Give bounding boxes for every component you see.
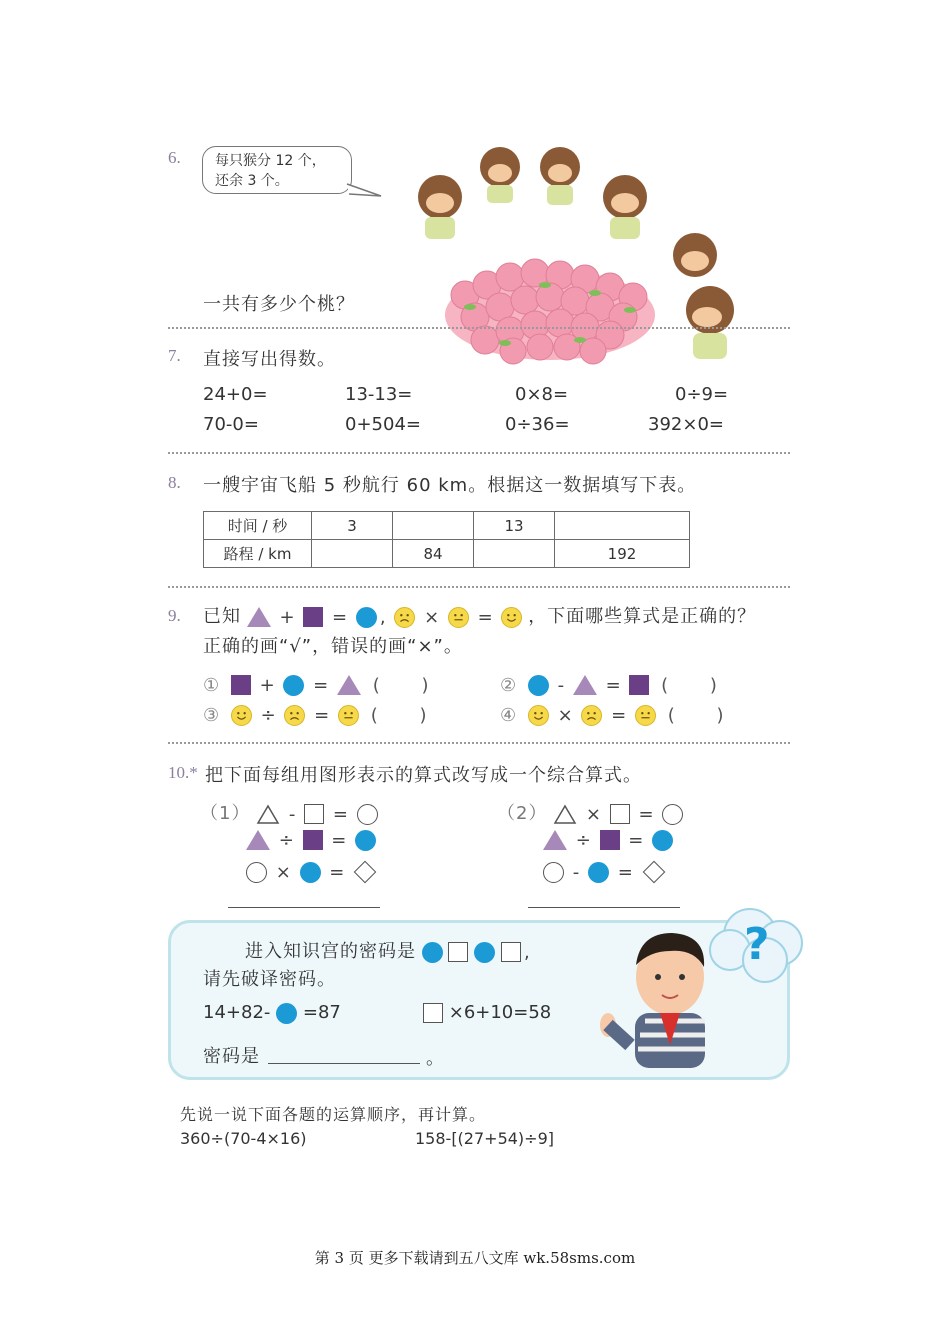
item-number: ①	[203, 674, 220, 696]
item-number: ③	[203, 704, 220, 726]
outline-circle-icon	[543, 862, 564, 883]
purple-square-icon	[231, 675, 251, 695]
panel-equation-1	[203, 1002, 341, 1024]
table-row	[204, 512, 690, 540]
given-prefix: 已知	[203, 606, 241, 627]
calc-item: 0+504=	[345, 414, 421, 435]
question-10-title: 把下面每组用图形表示的算式改写成一个综合算式。	[205, 765, 642, 786]
blue-circle-icon	[474, 942, 495, 963]
divider	[168, 452, 790, 454]
speech-bubble	[202, 146, 352, 194]
outline-square-icon	[304, 804, 324, 824]
calc-item: 392×0=	[648, 414, 724, 435]
bubble-line-2: 还余 3 个。	[215, 173, 289, 189]
group-2-line-1: （2） × =	[497, 799, 683, 825]
question-number-8: 8.	[168, 473, 181, 492]
table-cell	[555, 512, 690, 540]
question-number-9: 9.	[168, 606, 181, 625]
purple-square-icon	[303, 607, 323, 627]
outline-square-icon	[423, 1003, 443, 1023]
answer-end: 。	[426, 1048, 445, 1069]
panel-line-2: 请先破译密码。	[203, 969, 336, 990]
question-number-6: 6.	[168, 148, 181, 167]
svg-text:?: ?	[744, 919, 770, 970]
blue-circle-icon	[356, 607, 377, 628]
answer-label: 密码是	[203, 1046, 260, 1067]
neutral-face-icon	[338, 705, 359, 726]
row-header: 路程 / km	[204, 540, 312, 568]
eq1-left: 14+82-	[203, 1002, 271, 1023]
smiley-face-icon	[501, 607, 522, 628]
page-footer: 第 3 页 更多下载请到五八文库 wk.58sms.com	[314, 1249, 636, 1267]
purple-triangle-icon	[337, 675, 361, 695]
outline-diamond-icon	[354, 861, 377, 884]
outline-triangle-icon	[256, 804, 280, 824]
blue-circle-icon	[283, 675, 304, 696]
answer-blank[interactable]: ( )	[661, 674, 735, 696]
divider	[168, 586, 790, 588]
table-cell	[474, 540, 555, 568]
question-6-text: 一共有多少个桃？	[203, 294, 355, 315]
divider	[168, 742, 790, 744]
purple-triangle-icon	[543, 830, 567, 850]
question-8-title: 一艘宇宙飞船 5 秒航行 60 km。根据这一数据填写下表。	[203, 475, 697, 496]
table-cell	[393, 512, 474, 540]
outline-circle-icon	[246, 862, 267, 883]
sad-face-icon	[581, 705, 602, 726]
table-cell: 13	[474, 512, 555, 540]
outline-triangle-icon	[553, 804, 577, 824]
outline-square-icon	[501, 942, 521, 962]
outline-square-icon	[448, 942, 468, 962]
neutral-face-icon	[448, 607, 469, 628]
outline-circle-icon	[357, 804, 378, 825]
bubble-tail	[345, 180, 385, 200]
table-cell: 3	[312, 512, 393, 540]
calc-item: 24+0=	[203, 384, 268, 405]
row-header: 时间 / 秒	[204, 512, 312, 540]
extra-title: 先说一说下面各题的运算顺序，再计算。	[180, 1105, 487, 1124]
answer-blank[interactable]: ( )	[370, 704, 445, 726]
group-label: （2）	[497, 803, 548, 824]
q9-item-1: ① + = ( )	[203, 674, 447, 696]
purple-triangle-icon	[247, 607, 271, 627]
group-1-line-1: （1） - =	[200, 799, 378, 825]
calc-item: 13-13=	[345, 384, 413, 405]
table-row	[204, 540, 690, 568]
question-7-title: 直接写出得数。	[203, 349, 336, 370]
boy-question-illustration	[590, 895, 815, 1075]
smiley-face-icon	[231, 705, 252, 726]
given-suffix: ，下面哪些算式是正确的？	[528, 606, 757, 627]
answer-blank[interactable]: ( )	[667, 704, 742, 726]
peach-pile	[445, 259, 655, 364]
purple-triangle-icon	[246, 830, 270, 850]
eq2-text: ×6+10=58	[448, 1002, 552, 1023]
extra-expression-1: 360÷(70-4×16)	[180, 1129, 307, 1148]
q9-item-2: ② - = ( )	[500, 674, 735, 696]
q9-item-3: ③ ÷ = ( )	[203, 704, 445, 726]
table-cell	[312, 540, 393, 568]
table-cell: 84	[393, 540, 474, 568]
monkeys-peaches-illustration	[395, 145, 755, 370]
outline-circle-icon	[662, 804, 683, 825]
table-cell: 192	[555, 540, 690, 568]
answer-blank[interactable]: ( )	[372, 674, 447, 696]
group-1-line-3: × =	[246, 861, 377, 883]
group-1-line-2: ÷ =	[246, 829, 376, 851]
calc-item: 0÷36=	[505, 414, 570, 435]
item-number: ②	[500, 674, 517, 696]
outline-square-icon	[610, 804, 630, 824]
question-number-7: 7.	[168, 346, 181, 365]
group-label: （1）	[200, 803, 251, 824]
blue-circle-icon	[652, 830, 673, 851]
neutral-face-icon	[635, 705, 656, 726]
sad-face-icon	[284, 705, 305, 726]
answer-line-1[interactable]	[228, 907, 380, 908]
purple-square-icon	[303, 830, 323, 850]
q9-item-4: ④ × = ( )	[500, 704, 742, 726]
purple-triangle-icon	[573, 675, 597, 695]
panel-text: 进入知识宫的密码是	[245, 941, 416, 962]
purple-square-icon	[600, 830, 620, 850]
purple-square-icon	[629, 675, 649, 695]
question-9-instruction: 正确的画“√”，错误的画“×”。	[203, 636, 463, 657]
blue-circle-icon	[588, 862, 609, 883]
sad-face-icon	[394, 607, 415, 628]
blue-circle-icon	[528, 675, 549, 696]
question-9-given: 已知 + = , × = ，下面哪些算式是正确的？	[203, 606, 757, 628]
eq1-right: =87	[302, 1002, 341, 1023]
calc-item: 0÷9=	[675, 384, 729, 405]
blue-circle-icon	[276, 1003, 297, 1024]
question-number-10: 10.*	[168, 763, 198, 782]
question-cloud-icon	[710, 909, 802, 982]
outline-diamond-icon	[642, 861, 665, 884]
speed-table	[203, 511, 690, 568]
password-answer-line[interactable]	[268, 1063, 420, 1064]
blue-circle-icon	[355, 830, 376, 851]
group-2-line-3: - =	[543, 861, 666, 883]
divider	[168, 327, 790, 329]
blue-circle-icon	[300, 862, 321, 883]
extra-expression-2: 158-[(27+54)÷9]	[415, 1129, 554, 1148]
panel-line-1: 进入知识宫的密码是 ,	[245, 941, 530, 963]
calc-item: 70-0=	[203, 414, 259, 435]
smiley-face-icon	[528, 705, 549, 726]
group-2-line-2: ÷ =	[543, 829, 673, 851]
bubble-line-1: 每只猴分 12 个，	[215, 153, 326, 169]
blue-circle-icon	[422, 942, 443, 963]
item-number: ④	[500, 704, 517, 726]
calc-item: 0×8=	[515, 384, 569, 405]
boy-icon	[600, 933, 705, 1068]
panel-equation-2	[423, 1002, 551, 1023]
